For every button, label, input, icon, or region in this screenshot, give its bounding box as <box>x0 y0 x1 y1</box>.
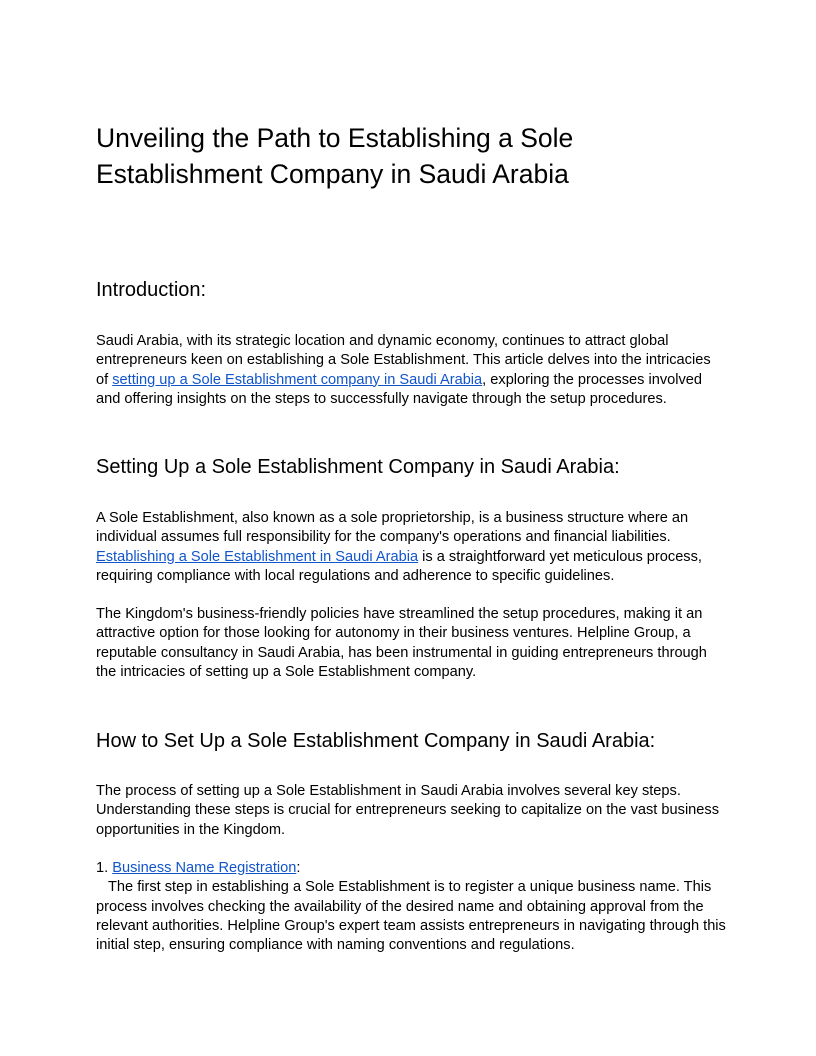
business-name-registration-link[interactable]: Business Name Registration <box>112 860 297 876</box>
step-1-paragraph <box>96 859 726 955</box>
setting-up-heading: Setting Up a Sole Establishment Company in Saudi Arabia: <box>96 456 620 478</box>
intro-paragraph <box>96 332 726 409</box>
setting-up-text-before: A Sole Establishment, also known as a sole proprietorship, is a business structure where an individual assumes full responsibility for the company's operations and financial liabilities. <box>96 510 689 546</box>
establishing-link[interactable]: Establishing a Sole Establishment in Saudi Arabia <box>96 548 419 565</box>
page-title: Unveiling the Path to Establishing a Sole Establishment Company in Saudi Arabia <box>96 123 574 189</box>
how-to-paragraph-1: The process of setting up a Sole Establishment in Saudi Arabia involves several key steps. Understanding these steps is crucial for entrepreneurs seeking to capitalize on the vast business opportunities in the Kingdom. <box>96 783 720 838</box>
intro-link[interactable]: setting up a Sole Establishment company in Saudi Arabia <box>112 371 483 388</box>
setting-up-paragraph-1 <box>96 509 726 586</box>
intro-heading: Introduction: <box>96 279 207 301</box>
setting-up-text-after: is a straightforward yet meticulous process, requiring compliance with local regulations and adherence to specific guidelines. <box>96 548 702 584</box>
intro-text-after: , exploring the processes involved and offering insights on the steps to successfully navigate through the setup procedures. <box>96 371 703 407</box>
step-1-text: The first step in establishing a Sole Establishment is to register a unique business name. This process involves checking the availability of the desired name and obtaining approval from the relevant authorities. Helpline Group's expert team assists entrepreneurs in navigating through this initial step, ensuring compliance with naming conventions and regulations. <box>96 879 726 954</box>
intro-text-before: Saudi Arabia, with its strategic location and dynamic economy, continues to attract global entrepreneurs keen on establishing a Sole Establishment. This article delves into the intricacies of <box>96 333 711 388</box>
step-1-colon: : <box>296 860 301 876</box>
setting-up-paragraph-2: The Kingdom's business-friendly policies have streamlined the setup procedures, making it an attractive option for those looking for autonomy in their business ventures. Helpline Group, a reputable consultancy in Saudi Arabia, has been instrumental in guiding entrepreneurs through the intricacies of setting up a Sole Establishment company. <box>96 606 707 680</box>
step-1-number: 1. <box>96 860 113 876</box>
how-to-heading: How to Set Up a Sole Establishment Company in Saudi Arabia: <box>96 730 656 752</box>
